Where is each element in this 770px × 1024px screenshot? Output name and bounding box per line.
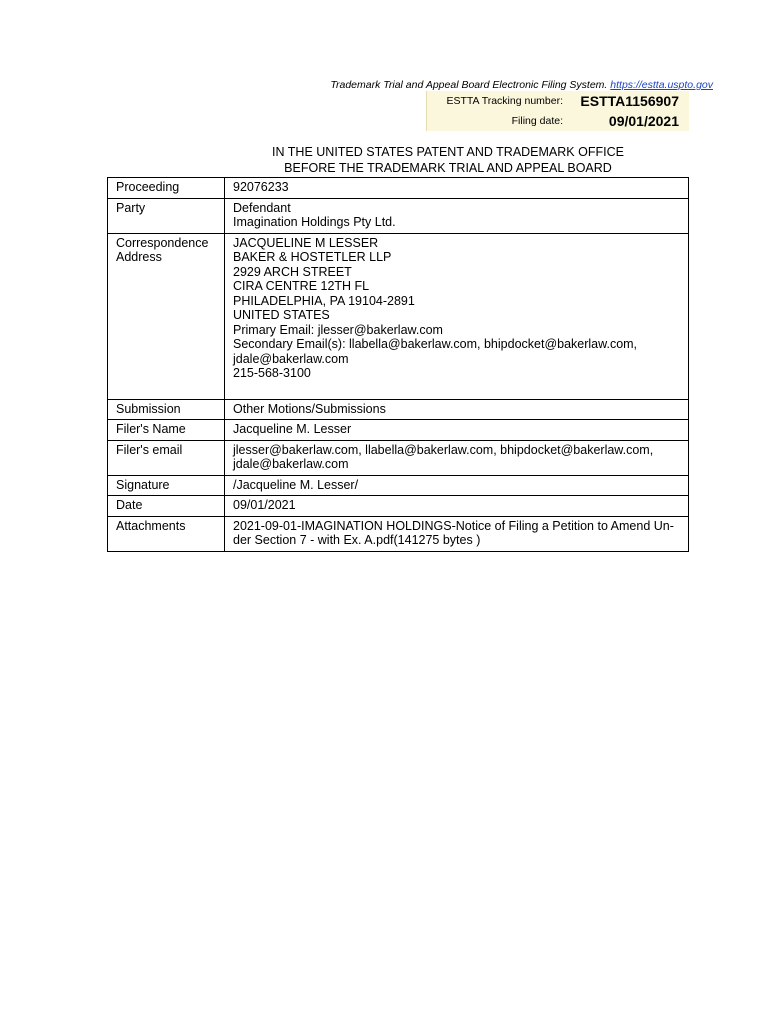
system-text: Trademark Trial and Appeal Board Electronic Filing System.	[330, 79, 608, 91]
submission-value: Other Motions/Submissions	[225, 399, 689, 420]
signature-label: Signature	[108, 475, 225, 496]
filers-email-line-1: jlesser@bakerlaw.com, llabella@bakerlaw.com, bhipdocket@bakerlaw.com,	[233, 442, 654, 457]
secondary-emails-cont: jdale@bakerlaw.com	[233, 351, 349, 366]
table-row-date	[108, 496, 689, 517]
filing-date-value: 09/01/2021	[608, 113, 679, 129]
correspondence-label-line-2: Address	[116, 250, 162, 264]
correspondence-value	[225, 233, 689, 399]
date-value: 09/01/2021	[225, 496, 689, 517]
table-row-submission	[108, 399, 689, 420]
proceeding-value: 92076233	[225, 178, 689, 199]
filing-date-label: Filing date:	[511, 115, 563, 127]
party-label: Party	[108, 198, 225, 233]
title-line-2: BEFORE THE TRADEMARK TRIAL AND APPEAL BOARD	[284, 161, 612, 175]
table-row-filers-email	[108, 440, 689, 475]
party-role: Defendant	[233, 200, 291, 215]
party-value	[225, 198, 689, 233]
filers-name-label: Filer's Name	[108, 420, 225, 441]
attachments-label: Attachments	[108, 516, 225, 551]
correspondence-line: PHILADELPHIA, PA 19104-2891	[233, 293, 415, 308]
primary-email: Primary Email: jlesser@bakerlaw.com	[233, 322, 443, 337]
attachment-line-1: 2021-09-01-IMAGINATION HOLDINGS-Notice of Filing a Petition to Amend Un-	[233, 518, 674, 533]
correspondence-label-line-1: Correspondence	[116, 235, 209, 250]
table-row-filers-name	[108, 420, 689, 441]
tracking-number-label: ESTTA Tracking number:	[446, 95, 563, 107]
title-line-1: IN THE UNITED STATES PATENT AND TRADEMARK OFFICE	[272, 145, 624, 159]
correspondence-line: JACQUELINE M LESSER	[233, 235, 379, 250]
correspondence-line: UNITED STATES	[233, 308, 330, 322]
proceeding-label: Proceeding	[108, 178, 225, 199]
correspondence-line: BAKER & HOSTETLER LLP	[233, 250, 392, 264]
table-row-proceeding	[108, 178, 689, 199]
party-name: Imagination Holdings Pty Ltd.	[233, 215, 396, 229]
tracking-number-value: ESTTA1156907	[580, 93, 679, 109]
filers-email-label: Filer's email	[108, 440, 225, 475]
table-row-party	[108, 198, 689, 233]
filers-name-value: Jacqueline M. Lesser	[225, 420, 689, 441]
filing-date-row	[427, 111, 689, 131]
document-title	[107, 144, 689, 176]
phone-number: 215-568-3100	[233, 366, 311, 380]
submission-label: Submission	[108, 399, 225, 420]
correspondence-label	[108, 233, 225, 399]
table-row-correspondence	[108, 233, 689, 399]
filing-table	[107, 177, 689, 552]
system-header	[330, 79, 713, 91]
tracking-number-row	[427, 91, 689, 111]
correspondence-line: CIRA CENTRE 12TH FL	[233, 279, 370, 293]
filers-email-value	[225, 440, 689, 475]
tracking-box	[426, 91, 689, 131]
correspondence-line: 2929 ARCH STREET	[233, 264, 352, 279]
date-label: Date	[108, 496, 225, 517]
secondary-emails: Secondary Email(s): llabella@bakerlaw.com, bhipdocket@bakerlaw.com,	[233, 337, 638, 351]
signature-value: /Jacqueline M. Lesser/	[225, 475, 689, 496]
attachment-line-2: der Section 7 - with Ex. A.pdf(141275 bytes )	[233, 533, 481, 547]
estta-link[interactable]: https://estta.uspto.gov	[610, 79, 713, 91]
attachments-value	[225, 516, 689, 551]
filers-email-line-2: jdale@bakerlaw.com	[233, 457, 349, 471]
table-row-signature	[108, 475, 689, 496]
table-row-attachments	[108, 516, 689, 551]
